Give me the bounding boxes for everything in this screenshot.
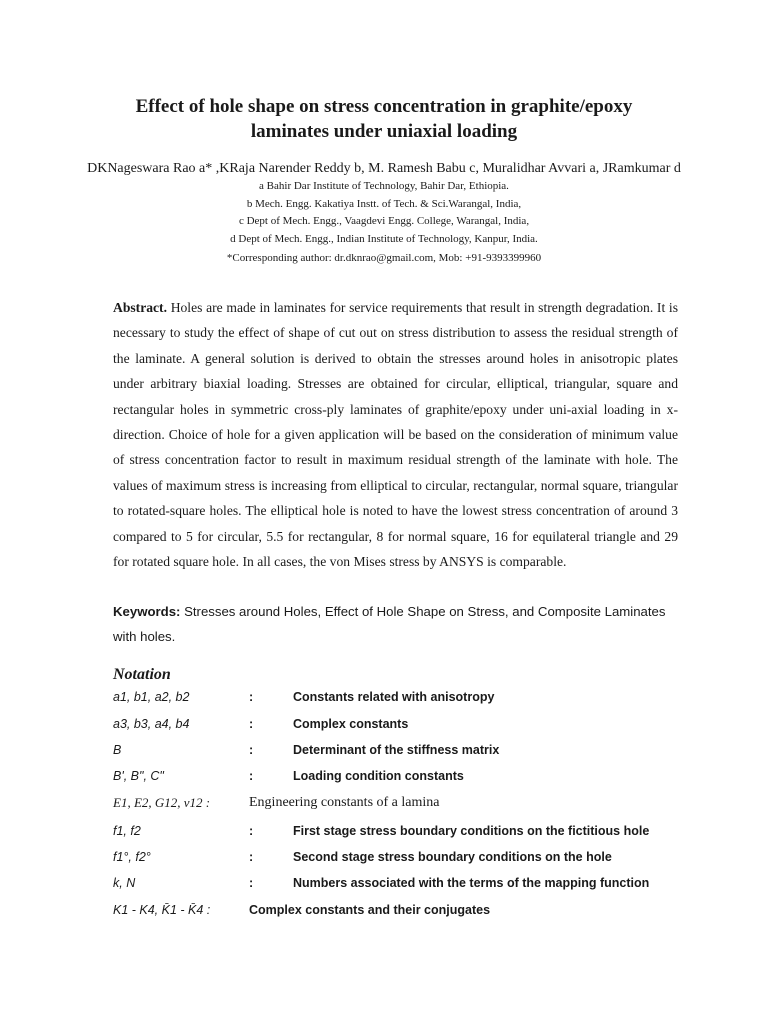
notation-description: Loading condition constants xyxy=(293,769,464,783)
abstract xyxy=(113,295,678,574)
notation-colon: : xyxy=(249,876,254,890)
keywords-label: Keywords: xyxy=(113,604,181,619)
notation-description: Determinant of the stiffness matrix xyxy=(293,743,500,757)
notation-symbol: B', B", C" xyxy=(113,769,164,783)
notation-colon: : xyxy=(249,717,254,731)
notation-description: Complex constants xyxy=(293,717,409,731)
affiliation-c: c Dept of Mech. Engg., Vaagdevi Engg. College, Warangal, India, xyxy=(238,215,530,227)
paper-title xyxy=(0,94,768,144)
notation-row xyxy=(113,743,673,763)
abstract-label: Abstract. xyxy=(113,300,167,315)
notation-colon: : xyxy=(249,743,254,757)
notation-colon: : xyxy=(249,769,254,783)
notation-heading: Notation xyxy=(113,666,171,683)
notation-row xyxy=(113,717,673,737)
keywords xyxy=(113,599,678,649)
notation-symbol: K1 - K4, K̄1 - K̄4 : xyxy=(113,903,211,917)
keywords-text: Stresses around Holes, Effect of Hole Shape on Stress, and Composite Laminates with holes. xyxy=(113,604,666,644)
notation-symbol: f1°, f2° xyxy=(113,850,151,864)
notation-description: Second stage stress boundary conditions on the hole xyxy=(293,850,612,864)
affiliation-d: d Dept of Mech. Engg., Indian Institute of Technology, Kanpur, India. xyxy=(230,232,538,245)
notation-row xyxy=(113,850,673,870)
affiliations xyxy=(0,178,768,248)
affiliation-b: b Mech. Engg. Kakatiya Instt. of Tech. & Sci.Warangal, India, xyxy=(246,197,522,210)
abstract-text: Holes are made in laminates for service requirements that result in strength degradation. It is necessary to study the effect of shape of cut out on stress distribution to assess the residual strength of the laminate. A general solution is derived to obtain the stresses around holes in anisotropic plates under arbitrary biaxial loading. Stresses are obtained for circular, elliptical, triangular, square and rectangular holes in symmetric cross-ply laminates of graphite/epoxy under uni-axial loading in x-direction. Choice of hole for a given application will be based on the consideration of minimum value of stress concentration factor to result in maximum residual strength of the laminate with hole. The values of maximum stress is increasing from elliptical to circular, rectangular, normal square, triangular to rotated-square holes. The elliptical hole is noted to have the lowest stress concentration of around 3 compared to 5 for circular, 5.5 for rectangular, 8 for normal square, 16 for equilateral triangle and 29 for rotated square hole. In all cases, the von Mises stress by ANSYS is comparable. xyxy=(113,300,678,570)
notation-colon: : xyxy=(249,850,254,864)
notation-symbol: E1, E2, G12, ν12 : xyxy=(113,795,211,810)
title-line-2: laminates under uniaxial loading xyxy=(250,121,518,142)
notation-colon: : xyxy=(249,824,254,838)
notation-row xyxy=(113,824,673,844)
notation-row xyxy=(113,903,673,923)
notation-symbol: k, N xyxy=(113,876,136,890)
affiliation-a: a Bahir Dar Institute of Technology, Bahir Dar, Ethiopia. xyxy=(259,180,509,192)
notation-description: Numbers associated with the terms of the mapping function xyxy=(293,876,650,890)
title-line-1: Effect of hole shape on stress concentration in graphite/epoxy xyxy=(135,96,633,117)
notation-symbol: a1, b1, a2, b2 xyxy=(113,690,190,704)
notation-description: Complex constants and their conjugates xyxy=(249,903,491,917)
corresponding-author: *Corresponding author: dr.dknrao@gmail.com, Mob: +91-9393399960 xyxy=(226,252,542,264)
notation-symbol: B xyxy=(113,743,122,757)
author-list: DKNageswara Rao a* ,KRaja Narender Reddy b, M. Ramesh Babu c, Muralidhar Avvari a, JRamkumar d xyxy=(87,161,681,176)
notation-row xyxy=(113,690,673,710)
notation-description: First stage stress boundary conditions on the fictitious hole xyxy=(293,824,650,838)
notation-symbol: a3, b3, a4, b4 xyxy=(113,717,190,731)
notation-symbol: f1, f2 xyxy=(113,824,141,838)
notation-description: Engineering constants of a lamina xyxy=(249,795,440,810)
notation-colon: : xyxy=(249,690,254,704)
notation-row xyxy=(113,769,673,789)
notation-row xyxy=(113,876,673,896)
notation-row xyxy=(113,795,673,815)
notation-description: Constants related with anisotropy xyxy=(293,690,495,704)
